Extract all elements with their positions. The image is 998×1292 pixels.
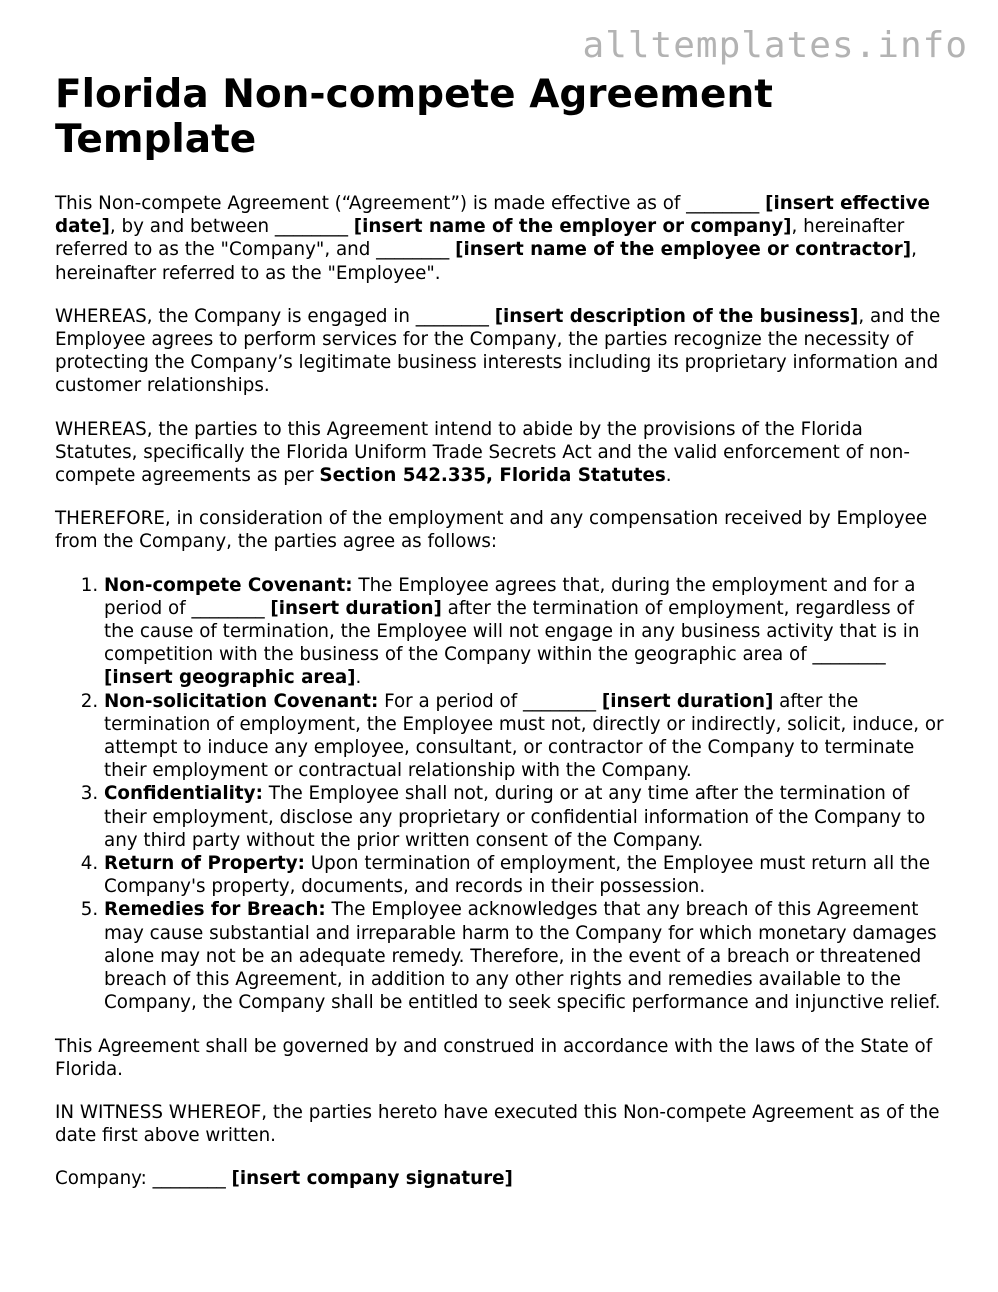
clause-heading: Remedies for Breach: (104, 899, 326, 921)
clause-heading: Return of Property: (104, 853, 305, 875)
clause-text: Upon termination of employment, the Employee must return all the Company's property, documents, and records in their possession. (104, 853, 930, 898)
intro-text-4: , hereinafter referred to as the "Employee". (55, 239, 917, 284)
governing-law-paragraph: This Agreement shall be governed by and construed in accordance with the laws of the State of Florida. (55, 1035, 933, 1080)
clause-confidentiality (104, 782, 945, 852)
clauses-list (55, 574, 945, 1015)
statute-reference: Section 542.335, Florida Statutes (319, 465, 666, 487)
clause-text: The Employee acknowledges that any breach of this Agreement may cause substantial and irreparable harm to the Company for which monetary damages alone may not be an adequate remedy. Therefore, in the event of a breach or threatened breach of this Agreement, in addition to any other rights and remedies available to the Company, the Company shall be entitled to seek specific performance and injunctive relief. (104, 899, 941, 1014)
employee-name-placeholder: [insert name of the employee or contractor] (455, 239, 912, 261)
therefore-paragraph: THEREFORE, in consideration of the employment and any compensation received by Employee from the Company, the parties agree as follows: (55, 508, 928, 553)
clause-heading: Confidentiality: (104, 783, 263, 805)
clause-text: after the termination of employment, regardless of the cause of termination, the Employee will not engage in any business activity that is in competition with the business of the Company within the geographic area of ________ (104, 597, 920, 666)
whereas1-text-1: WHEREAS, the Company is engaged in ________ (55, 305, 495, 327)
duration-placeholder: [insert duration] (270, 597, 442, 619)
whereas-statutes-paragraph (55, 418, 945, 488)
company-signature-line (55, 1167, 945, 1190)
whereas2-text-1: WHEREAS, the parties to this Agreement intend to abide by the provisions of the Florida Statutes, specifically the Florida Uniform Trade Secrets Act and the valid enforcement of non-compete agreements as per (55, 418, 910, 487)
clause-non-solicitation (104, 690, 945, 783)
clause-text: The Employee agrees that, during the employment and for a period of ________ (104, 574, 916, 619)
duration-placeholder: [insert duration] (601, 690, 774, 712)
whereas-business-paragraph (55, 305, 945, 398)
clause-heading: Non-compete Covenant: (104, 574, 353, 596)
business-description-placeholder: [insert description of the business] (494, 305, 859, 327)
whereas2-text-2: . (665, 465, 672, 487)
clause-text: . (355, 667, 362, 689)
intro-text-3: , hereinafter referred to as the "Company", and ________ (55, 216, 905, 261)
clause-heading: Non-solicitation Covenant: (104, 690, 379, 712)
document-page (55, 72, 945, 1191)
intro-paragraph (55, 192, 945, 285)
geographic-area-placeholder: [insert geographic area] (104, 667, 356, 689)
clause-text: The Employee shall not, during or at any time after the termination of their employment, disclose any proprietary or confidential information of the Company to any third party without the prior written consent of the Company. (104, 783, 926, 851)
signature-label: Company: ________ (55, 1168, 232, 1190)
document-title: Florida Non-compete Agreement Template (55, 72, 773, 162)
clause-return-of-property (104, 852, 945, 898)
watermark: alltemplates.info (582, 25, 968, 66)
clause-remedies-for-breach (104, 898, 945, 1014)
clause-text: after the termination of employment, the Employee must not, directly or indirectly, solicit, induce, or attempt to induce any employee, consultant, or contractor of the Company to terminate their employment or contractual relationship with the Company. (104, 690, 944, 782)
employer-name-placeholder: [insert name of the employer or company] (353, 216, 792, 238)
clause-non-compete (104, 574, 945, 690)
witness-paragraph: IN WITNESS WHEREOF, the parties hereto have executed this Non-compete Agreement as of the date first above written. (55, 1101, 940, 1147)
intro-text-1: This Non-compete Agreement (“Agreement”) is made effective as of ________ (55, 193, 766, 214)
company-signature-placeholder: [insert company signature] (231, 1168, 513, 1190)
whereas1-text-2: , and the Employee agrees to perform services for the Company, the parties recognize the necessity of protecting the Company’s legitimate business interests including its proprietary information and customer relationships. (55, 305, 941, 397)
intro-text-2: , by and between ________ (109, 216, 354, 238)
clause-text: For a period of ________ (378, 690, 602, 712)
effective-date-placeholder: [insert effective date] (55, 193, 930, 238)
